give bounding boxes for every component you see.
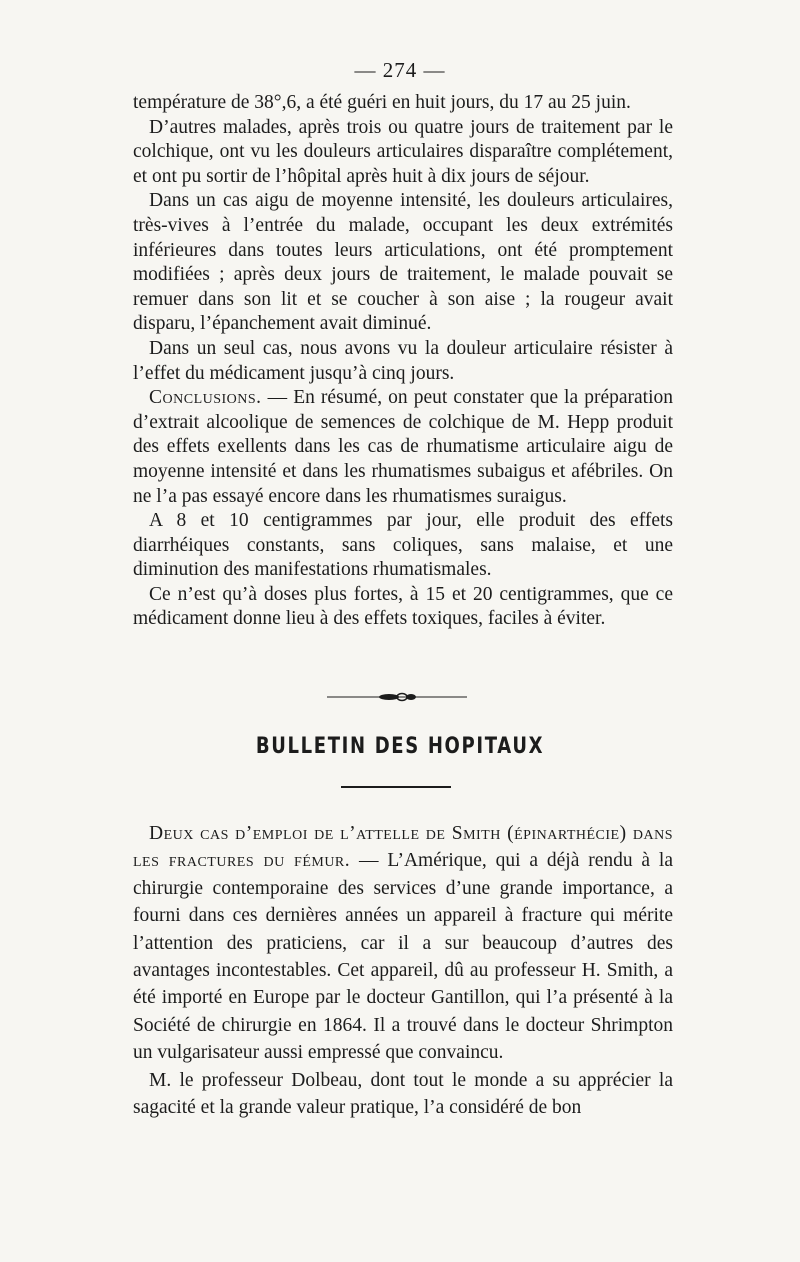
title-rule [341,786,451,788]
article-text: — L’Amérique, qui a déjà rendu à la chirurgie contemporaine des services d’une grande importance, a fourni dans ces dernières années un appareil à fracture qui mérite l’attention des praticiens, car il a sur beaucoup d’autres des avantages incontestables. Cet appareil, dû au professeur H. Smith, a été importé en Europe par le docteur Gantillon, qui l’a présenté à la Société de chirurgie en 1864. Il a trouvé dans le docteur Shrimpton un vulgarisateur aussi empressé que convaincu. [133,850,673,1064]
article-paragraph [133,820,673,1067]
text-block-article [133,820,673,1121]
paragraph: Ce n’est qu’à doses plus fortes, à 15 et 20 centigrammes, que ce médicament donne lieu à des effets toxiques, faciles à éviter. [133,583,673,630]
ornament-divider [327,692,467,702]
section-title: BULLETIN DES HOPITAUX [255,734,545,759]
paragraph: température de 38°,6, a été guéri en huit jours, du 17 au 25 juin. [133,92,631,113]
conclusions-text: — En résumé, on peut constater que la préparation d’extrait alcoolique de semences de colchique de M. Hepp produit des effets exellents dans les cas de rhumatisme articulaire aigu de moyenne intensité et dans les rhumatismes subaigus et afébriles. On ne l’a pas essayé encore dans les rhumatismes suraigus. [133,387,673,507]
article-title: Deux cas d’emploi de l’attelle de Smith (épinarthécie) dans les fractures du fémur. [133,823,673,872]
paragraph: D’autres malades, après trois ou quatre jours de traitement par le colchique, ont vu les douleurs articulaires disparaître complétement, et ont pu sortir de l’hôpital après huit à dix jours de séjour. [133,116,673,187]
paragraph: A 8 et 10 centigrammes par jour, elle produit des effets diarrhéiques constants, sans coliques, sans malaise, et une diminution des manifestations rhumatismales. [133,510,673,581]
text-block-top [133,91,673,632]
paragraph: M. le professeur Dolbeau, dont tout le monde a su apprécier la sagacité et la grande valeur pratique, l’a considéré de bon [133,1069,673,1119]
conclusions-paragraph [133,386,673,509]
conclusions-label: Conclusions. [149,387,262,409]
paragraph: Dans un seul cas, nous avons vu la douleur articulaire résister à l’effet du médicament jusqu’à cinq jours. [133,337,673,384]
page-number: — 274 — [354,58,446,82]
paragraph: Dans un cas aigu de moyenne intensité, les douleurs articulaires, très-vives à l’entrée du malade, occupant les deux extrémités inférieures dans toutes leurs articulations, ont été promptement modifiées ; après deux jours de traitement, le malade pouvait se remuer dans son lit et se coucher à son aise ; la rougeur avait disparu, l’épanchement avait diminué. [133,190,673,335]
